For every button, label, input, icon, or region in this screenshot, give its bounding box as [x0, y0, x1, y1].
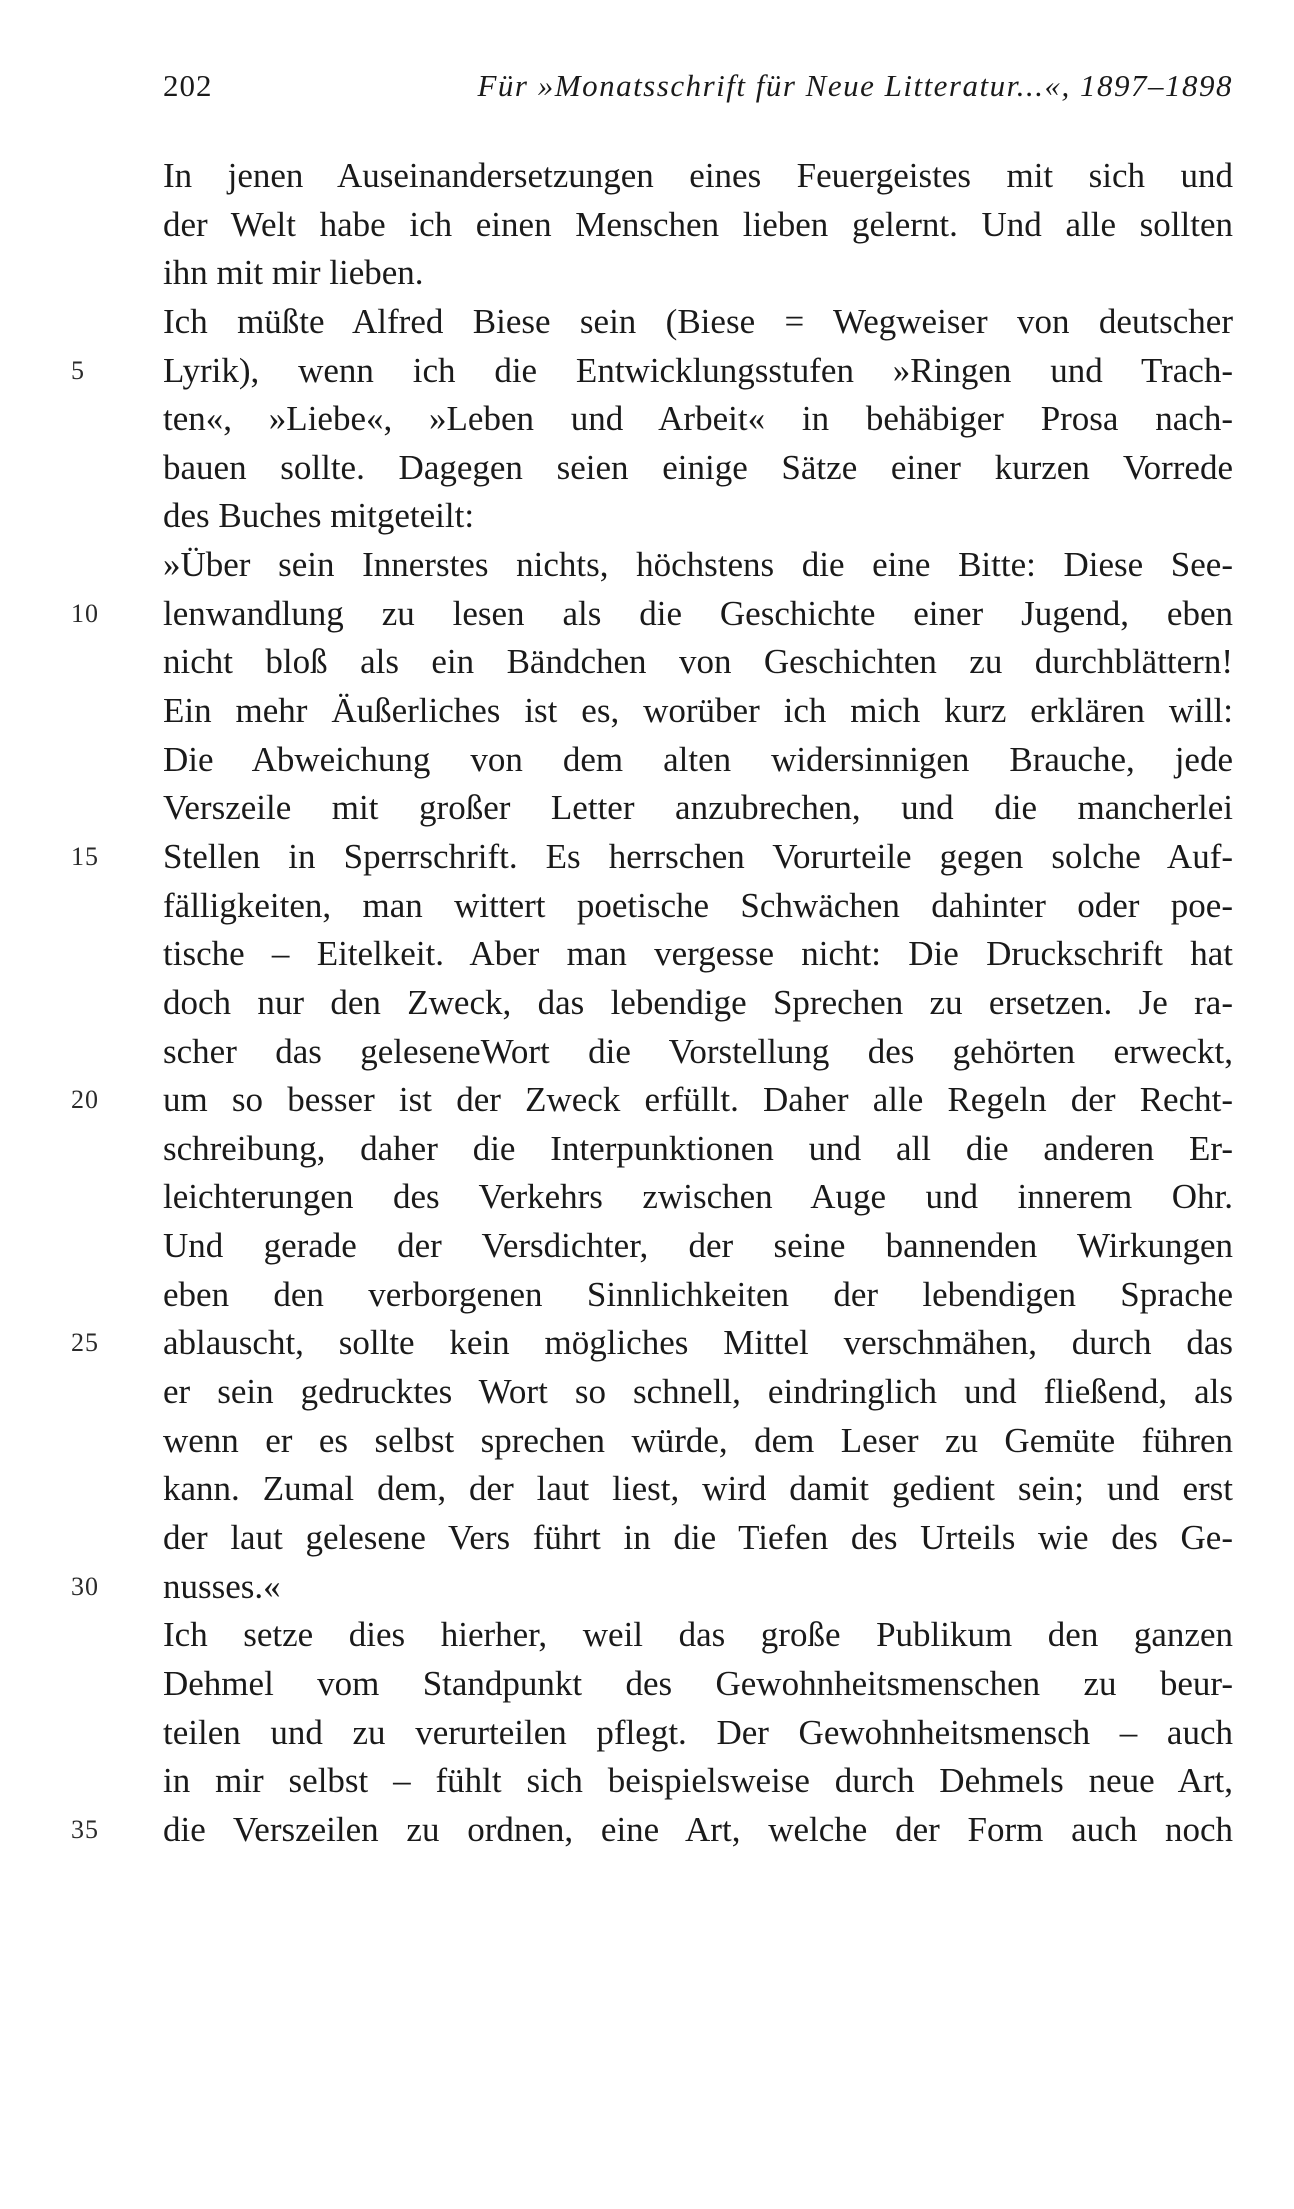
text-line	[163, 492, 1233, 541]
text-line	[163, 1709, 1233, 1758]
text-line	[163, 784, 1233, 833]
running-title: Für »Monatsschrift für Neue Litteratur...«, 1897–1898	[477, 68, 1233, 103]
line-number: 10	[71, 598, 99, 628]
line-text: eben den verborgenen Sinnlichkeiten der lebendigen Sprache	[163, 1274, 1233, 1314]
line-text: schreibung, daher die Interpunktionen und all die anderen Er-	[163, 1128, 1233, 1168]
text-line	[163, 1465, 1233, 1514]
line-number: 15	[71, 841, 99, 871]
text-line	[163, 1173, 1233, 1222]
line-text: doch nur den Zweck, das lebendige Sprechen zu ersetzen. Je ra-	[163, 982, 1233, 1022]
text-line	[71, 1806, 1233, 1855]
line-text: nusses.«	[163, 1566, 281, 1606]
text-line	[71, 1563, 1233, 1612]
line-text: Dehmel vom Standpunkt des Gewohnheitsmenschen zu beur-	[163, 1663, 1233, 1703]
text-line	[163, 201, 1233, 250]
text-line	[163, 1417, 1233, 1466]
line-text: nicht bloß als ein Bändchen von Geschichten zu durchblättern!	[163, 642, 1233, 682]
line-text: wenn er es selbst sprechen würde, dem Leser zu Gemüte führen	[163, 1420, 1233, 1460]
page-header	[163, 62, 1233, 122]
line-text: teilen und zu verurteilen pflegt. Der Gewohnheitsmensch – auch	[163, 1712, 1233, 1752]
line-number: 5	[71, 355, 85, 385]
line-text: Und gerade der Versdichter, der seine bannenden Wirkungen	[163, 1226, 1233, 1266]
line-text: der Welt habe ich einen Menschen lieben gelernt. Und alle sollten	[163, 204, 1233, 244]
line-number: 30	[71, 1571, 99, 1601]
text-line	[163, 930, 1233, 979]
line-text: Ich setze dies hierher, weil das große Publikum den ganzen	[163, 1615, 1233, 1655]
line-text: er sein gedrucktes Wort so schnell, eindringlich und fließend, als	[163, 1372, 1233, 1412]
text-line	[163, 638, 1233, 687]
text-line	[163, 1271, 1233, 1320]
text-line	[163, 1368, 1233, 1417]
line-text: In jenen Auseinandersetzungen eines Feuergeistes mit sich und	[163, 156, 1233, 195]
line-number: 20	[71, 1085, 99, 1115]
page-number: 202	[163, 68, 213, 103]
line-text: bauen sollte. Dagegen seien einige Sätze einer kurzen Vorrede	[163, 447, 1233, 487]
line-text: der laut gelesene Vers führt in die Tiefen des Urteils wie des Ge-	[163, 1517, 1233, 1557]
text-line	[163, 1611, 1233, 1660]
line-text: Stellen in Sperrschrift. Es herrschen Vorurteile gegen solche Auf-	[163, 836, 1233, 876]
line-text: ten«, »Liebe«, »Leben und Arbeit« in behäbiger Prosa nach-	[163, 399, 1233, 439]
text-line	[163, 298, 1233, 347]
text-line	[163, 979, 1233, 1028]
line-text: in mir selbst – fühlt sich beispielsweise durch Dehmels neue Art,	[163, 1761, 1233, 1801]
text-line	[163, 541, 1233, 590]
line-text: tische – Eitelkeit. Aber man vergesse nicht: Die Druckschrift hat	[163, 934, 1233, 974]
line-text: ihn mit mir lieben.	[163, 253, 424, 293]
body-text	[71, 152, 1233, 1854]
text-line	[163, 444, 1233, 493]
line-text: kann. Zumal dem, der laut liest, wird damit gedient sein; und erst	[163, 1469, 1233, 1509]
line-number: 25	[71, 1328, 99, 1358]
line-text: leichterungen des Verkehrs zwischen Auge und innerem Ohr.	[163, 1177, 1233, 1217]
text-line	[163, 687, 1233, 736]
text-line	[71, 1076, 1233, 1125]
line-text: Verszeile mit großer Letter anzubrechen, und die mancherlei	[163, 788, 1233, 828]
text-line	[163, 882, 1233, 931]
text-line	[163, 1125, 1233, 1174]
line-text: scher das geleseneWort die Vorstellung des gehörten erweckt,	[163, 1031, 1233, 1071]
line-text: »Über sein Innerstes nichts, höchstens die eine Bitte: Diese See-	[163, 545, 1233, 585]
line-text: fälligkeiten, man wittert poetische Schwächen dahinter oder poe-	[163, 885, 1233, 925]
line-text: Lyrik), wenn ich die Entwicklungsstufen »Ringen und Trach-	[163, 350, 1233, 390]
text-line	[163, 1757, 1233, 1806]
text-line	[163, 152, 1233, 201]
line-text: des Buches mitgeteilt:	[163, 496, 475, 536]
text-line	[163, 1028, 1233, 1077]
text-line	[163, 1222, 1233, 1271]
text-line	[163, 249, 1233, 298]
line-text: um so besser ist der Zweck erfüllt. Daher alle Regeln der Recht-	[163, 1080, 1233, 1120]
line-number: 35	[71, 1814, 99, 1844]
line-text: die Verszeilen zu ordnen, eine Art, welche der Form auch noch	[163, 1809, 1233, 1849]
text-line	[163, 1660, 1233, 1709]
line-text: Ein mehr Äußerliches ist es, worüber ich mich kurz erklären will:	[163, 691, 1233, 731]
line-text: Die Abweichung von dem alten widersinnigen Brauche, jede	[163, 739, 1233, 779]
text-line	[71, 590, 1233, 639]
text-line	[71, 833, 1233, 882]
line-text: Ich müßte Alfred Biese sein (Biese = Wegweiser von deutscher	[163, 301, 1233, 341]
line-text: ablauscht, sollte kein mögliches Mittel verschmähen, durch das	[163, 1323, 1233, 1363]
text-line	[163, 395, 1233, 444]
line-text: lenwandlung zu lesen als die Geschichte einer Jugend, eben	[163, 593, 1233, 633]
text-line	[71, 347, 1233, 396]
text-line	[163, 1514, 1233, 1563]
text-line	[163, 736, 1233, 785]
text-line	[71, 1319, 1233, 1368]
